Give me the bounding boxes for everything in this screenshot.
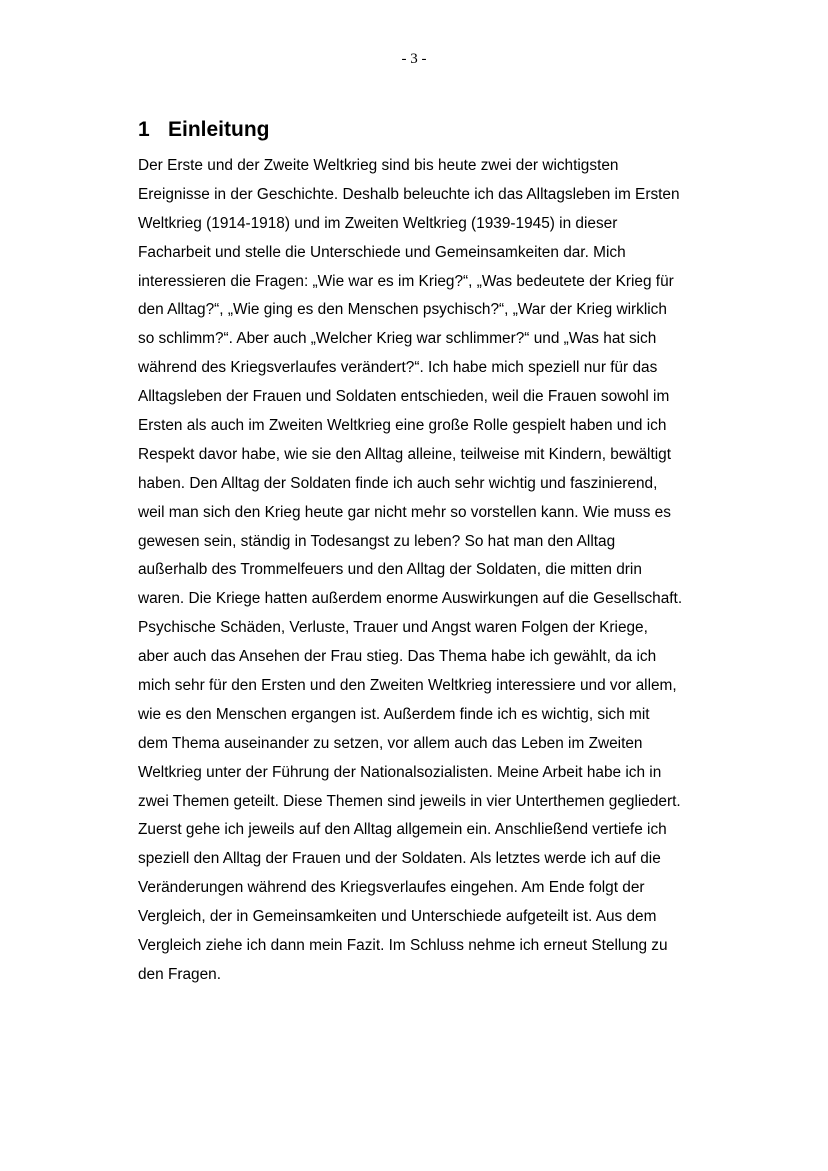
paragraph-line: Der Erste und der Zweite Weltkrieg sind bis heute zwei der wichtigsten bbox=[138, 157, 619, 174]
paragraph-line: weil man sich den Krieg heute gar nicht mehr so vorstellen kann. Wie muss es bbox=[138, 503, 671, 521]
page-number: - 3 - bbox=[401, 51, 427, 67]
paragraph-line: Vergleich ziehe ich dann mein Fazit. Im Schluss nehme ich erneut Stellung zu bbox=[138, 937, 668, 955]
paragraph-line: interessieren die Fragen: „Wie war es im Krieg?“, „Was bedeutete der Krieg für bbox=[138, 272, 674, 290]
paragraph-line: dem Thema auseinander zu setzen, vor allem auch das Leben im Zweiten bbox=[138, 734, 643, 752]
paragraph-line: Psychische Schäden, Verluste, Trauer und Angst waren Folgen der Kriege, bbox=[138, 619, 648, 637]
paragraph-line: Weltkrieg unter der Führung der Nationalsozialisten. Meine Arbeit habe ich in bbox=[138, 763, 662, 781]
paragraph-line: zwei Themen geteilt. Diese Themen sind jeweils in vier Unterthemen gegliedert. bbox=[138, 792, 681, 810]
section-heading bbox=[138, 117, 270, 143]
paragraph-line: Alltagsleben der Frauen und Soldaten entschieden, weil die Frauen sowohl im bbox=[138, 388, 670, 406]
introduction-paragraph bbox=[138, 152, 738, 990]
paragraph-line: Facharbeit und stelle die Unterschiede und Gemeinsamkeiten dar. Mich bbox=[138, 243, 626, 261]
paragraph-line: Weltkrieg (1914-1918) und im Zweiten Weltkrieg (1939-1945) in dieser bbox=[138, 214, 618, 232]
paragraph-line: außerhalb des Trommelfeuers und den Alltag der Soldaten, die mitten drin bbox=[138, 561, 642, 579]
paragraph-line: waren. Die Kriege hatten außerdem enorme Auswirkungen auf die Gesellschaft. bbox=[138, 590, 683, 608]
paragraph-line: Veränderungen während des Kriegsverlaufes eingehen. Am Ende folgt der bbox=[138, 879, 645, 897]
paragraph-line: aber auch das Ansehen der Frau stieg. Das Thema habe ich gewählt, da ich bbox=[138, 648, 657, 666]
paragraph-line: während des Kriegsverlaufes verändert?“. Ich habe mich speziell nur für das bbox=[138, 359, 658, 377]
paragraph-line: mich sehr für den Ersten und den Zweiten Weltkrieg interessiere und vor allem, bbox=[138, 677, 677, 695]
paragraph-line: wie es den Menschen ergangen ist. Außerdem finde ich es wichtig, sich mit bbox=[138, 705, 650, 723]
paragraph-line: Ersten als auch im Zweiten Weltkrieg eine große Rolle gespielt haben und ich bbox=[138, 417, 667, 435]
paragraph-line: haben. Den Alltag der Soldaten finde ich auch sehr wichtig und faszinierend, bbox=[138, 474, 658, 492]
section-number: 1 bbox=[138, 118, 150, 141]
section-title: Einleitung bbox=[168, 118, 270, 141]
paragraph-line: den Fragen. bbox=[138, 965, 221, 983]
paragraph-line: Ereignisse in der Geschichte. Deshalb beleuchte ich das Alltagsleben im Ersten bbox=[138, 185, 680, 203]
paragraph-line: gewesen sein, ständig in Todesangst zu leben? So hat man den Alltag bbox=[138, 532, 616, 550]
paragraph-line: so schlimm?“. Aber auch „Welcher Krieg war schlimmer?“ und „Was hat sich bbox=[138, 330, 657, 348]
paragraph-line: den Alltag?“, „Wie ging es den Menschen psychisch?“, „War der Krieg wirklich bbox=[138, 301, 667, 319]
paragraph-line: Respekt davor habe, wie sie den Alltag alleine, teilweise mit Kindern, bewältigt bbox=[138, 445, 671, 463]
paragraph-line: speziell den Alltag der Frauen und der Soldaten. Als letztes werde ich auf die bbox=[138, 850, 661, 868]
paragraph-line: Vergleich, der in Gemeinsamkeiten und Unterschiede aufgeteilt ist. Aus dem bbox=[138, 908, 657, 926]
paragraph-line: Zuerst gehe ich jeweils auf den Alltag allgemein ein. Anschließend vertiefe ich bbox=[138, 821, 667, 839]
